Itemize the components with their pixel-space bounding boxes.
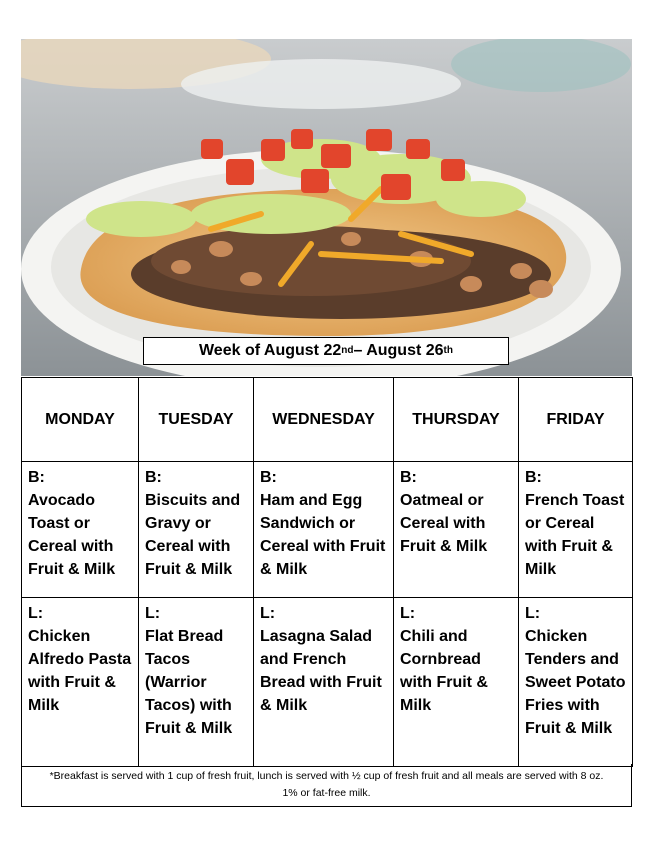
day-friday: FRIDAY (519, 378, 633, 462)
meal-label: B: (260, 469, 277, 486)
lunch-wednesday (254, 598, 394, 767)
lunch-monday (22, 598, 139, 767)
meal-item: Biscuits and Gravy or Cereal with Fruit & Milk (145, 492, 241, 578)
meal-label: L: (525, 605, 541, 622)
week-end: – August 26 (353, 342, 444, 359)
menu-table (21, 377, 633, 767)
meal-item: Chili and Cornbread with Fruit & Milk (400, 628, 488, 714)
day-thursday: THURSDAY (394, 378, 519, 462)
day-wednesday: WEDNESDAY (254, 378, 394, 462)
meal-label: B: (400, 469, 417, 486)
meal-item: Chicken Alfredo Pasta with Fruit & Milk (28, 628, 132, 714)
breakfast-tuesday (139, 462, 254, 598)
meal-label: L: (400, 605, 416, 622)
breakfast-thursday (394, 462, 519, 598)
meal-item: Chicken Tenders and Sweet Potato Fries with Fruit & Milk (525, 628, 626, 737)
meal-label: L: (28, 605, 44, 622)
footnote: *Breakfast is served with 1 cup of fresh fruit, lunch is served with ½ cup of fresh fruit and all meals are served with 8 oz. 1% or fat-free milk. (21, 764, 632, 807)
meal-label: B: (145, 469, 162, 486)
meal-item: Lasagna Salad and French Bread with Fruit & Milk (260, 628, 382, 714)
meal-item: Flat Bread Tacos (Warrior Tacos) with Fruit & Milk (145, 628, 233, 737)
day-tuesday: TUESDAY (139, 378, 254, 462)
breakfast-monday (22, 462, 139, 598)
day-monday: MONDAY (22, 378, 139, 462)
meal-item: Oatmeal or Cereal with Fruit & Milk (400, 492, 488, 555)
meal-label: B: (28, 469, 45, 486)
lunch-row (22, 598, 633, 767)
meal-label: L: (145, 605, 161, 622)
breakfast-wednesday (254, 462, 394, 598)
flatbread-taco-image (21, 39, 632, 376)
meal-label: B: (525, 469, 542, 486)
meal-item: Ham and Egg Sandwich or Cereal with Fruit & Milk (260, 492, 386, 578)
hero-food-photo (21, 39, 632, 376)
lunch-thursday (394, 598, 519, 767)
meal-item: Avocado Toast or Cereal with Fruit & Milk (28, 492, 116, 578)
week-banner: Week of August 22 nd – August 26 th (143, 337, 509, 365)
breakfast-friday (519, 462, 633, 598)
breakfast-row (22, 462, 633, 598)
lunch-friday (519, 598, 633, 767)
meal-label: L: (260, 605, 276, 622)
week-start: Week of August 22 (198, 342, 342, 359)
meal-item: French Toast or Cereal with Fruit & Milk (525, 492, 625, 578)
day-header-row (22, 378, 633, 462)
lunch-tuesday (139, 598, 254, 767)
